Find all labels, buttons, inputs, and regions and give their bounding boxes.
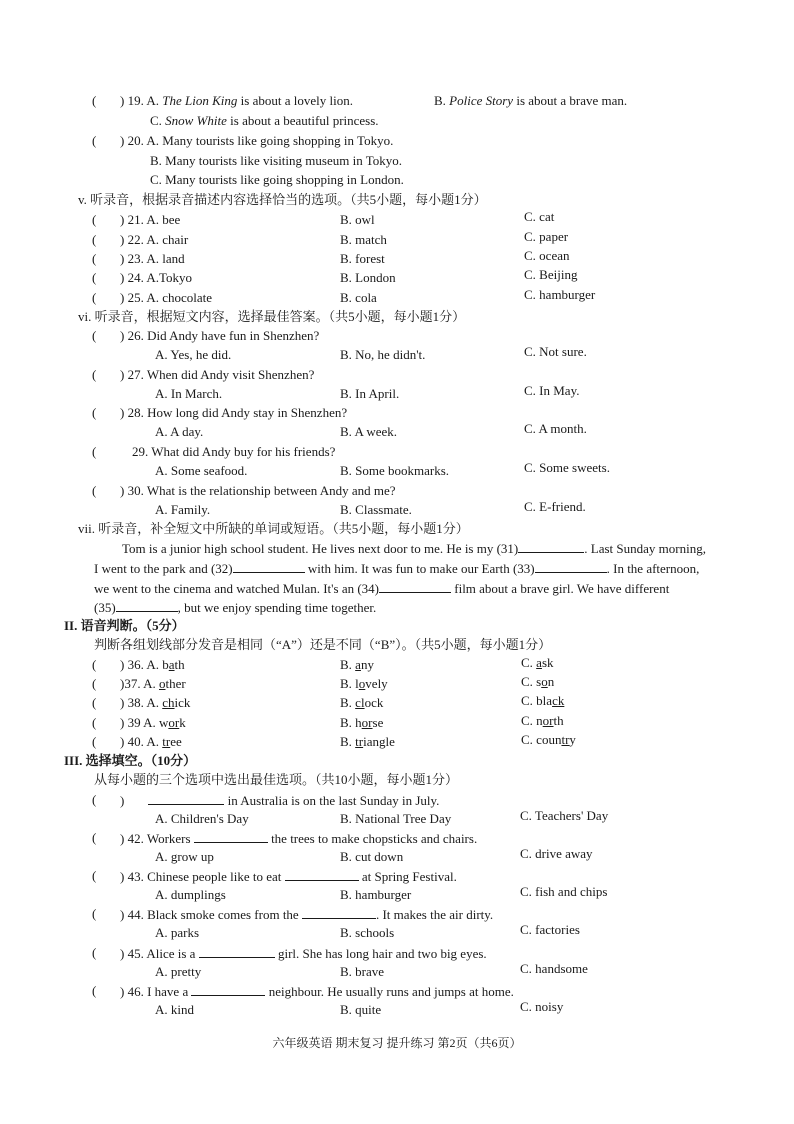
option-c: C. Beijing <box>524 267 578 282</box>
option-b: B. Police Story is about a brave man. <box>434 93 628 108</box>
option-b: B. Some bookmarks. <box>340 463 450 478</box>
blank-33[interactable] <box>535 560 607 573</box>
option-c: C. fish and chips <box>520 884 608 899</box>
answer-paren[interactable]: ( <box>92 945 97 960</box>
option-a: ) 21. A. bee <box>120 212 181 227</box>
option-a: ) 25. A. chocolate <box>120 290 213 305</box>
option-b: B. forest <box>340 251 385 266</box>
option-c: C. son <box>521 674 555 689</box>
option-b: B. clock <box>340 695 384 710</box>
question-text: ) 27. When did Andy visit Shenzhen? <box>120 367 315 382</box>
option-b: B. cola <box>340 290 377 305</box>
option-c: C. cat <box>524 209 555 224</box>
question-text: ) 46. I have a neighbour. He usually runs and jumps at home. <box>120 984 514 999</box>
page-footer: 六年级英语 期末复习 提升练习 第2页（共6页） <box>272 1036 522 1050</box>
answer-blank[interactable] <box>285 868 359 881</box>
option-c: C. noisy <box>520 999 564 1014</box>
option-b: B. triangle <box>340 734 395 749</box>
option-c: C. factories <box>520 922 580 937</box>
option-b: B. No, he didn't. <box>340 347 426 362</box>
option-b: B. In April. <box>340 386 400 401</box>
option-a: A. grow up <box>155 849 214 864</box>
option-c: C. ask <box>521 655 554 670</box>
option-b: B. National Tree Day <box>340 811 452 826</box>
option-b: B. Many tourists like visiting museum in Tokyo. <box>150 153 402 168</box>
option-a: A. dumplings <box>155 887 226 902</box>
answer-paren[interactable]: ( <box>92 830 97 845</box>
option-a: A. kind <box>155 1002 194 1017</box>
option-a: ) 40. A. tree <box>120 734 182 749</box>
blank-34[interactable] <box>379 580 451 593</box>
option-b: B. any <box>340 657 374 672</box>
question-text: ) 28. How long did Andy stay in Shenzhen? <box>120 405 348 420</box>
answer-paren[interactable]: ( <box>92 444 97 459</box>
option-b: B. cut down <box>340 849 404 864</box>
blank-32[interactable] <box>233 560 305 573</box>
option-b: B. owl <box>340 212 375 227</box>
section-heading: vii. 听录音，补全短文中所缺的单词或短语。（共5小题，每小题1分） <box>78 521 469 536</box>
option-a: ) 22. A. chair <box>120 232 189 247</box>
question-text: ) 26. Did Andy have fun in Shenzhen? <box>120 328 320 343</box>
answer-paren[interactable]: ( <box>92 367 97 382</box>
option-b: B. lovely <box>340 676 388 691</box>
answer-paren[interactable]: ( <box>92 657 97 672</box>
option-a: A. Family. <box>155 502 211 517</box>
passage-line: I went to the park and (32) with him. It was fun to make our Earth (33) . In the afternoon, <box>94 561 700 576</box>
option-a: A. pretty <box>155 964 202 979</box>
option-c: C. black <box>521 693 565 708</box>
answer-paren[interactable]: ( <box>92 251 97 266</box>
option-c: C. Some sweets. <box>524 460 610 475</box>
option-c: C. Many tourists like going shopping in London. <box>150 172 404 187</box>
question-text: ) 43. Chinese people like to eat at Spring Festival. <box>120 869 457 884</box>
option-a: A. parks <box>155 925 200 940</box>
answer-blank[interactable] <box>302 906 376 919</box>
answer-paren[interactable]: ( <box>92 93 97 108</box>
answer-paren[interactable]: ( <box>92 906 97 921</box>
option-c: C. Teachers' Day <box>520 808 609 823</box>
option-c: C. country <box>521 732 576 747</box>
section-instructions: 判断各组划线部分发音是相同（“A”）还是不同（“B”）。（共5小题，每小题1分） <box>94 637 552 652</box>
question-20: ) 20. A. Many tourists like going shopping in Tokyo. <box>120 133 394 148</box>
option-b: B. schools <box>340 925 395 940</box>
option-c: C. Not sure. <box>524 344 587 359</box>
option-b: B. Classmate. <box>340 502 412 517</box>
question-text: ) in Australia is on the last Sunday in July. <box>120 793 440 808</box>
option-a: A. Children's Day <box>155 811 249 826</box>
option-c: C. E-friend. <box>524 499 586 514</box>
section-heading: v. 听录音，根据录音描述内容选择恰当的选项。（共5小题，每小题1分） <box>78 192 487 207</box>
answer-paren[interactable]: ( <box>92 405 97 420</box>
option-a: ) 38. A. chick <box>120 695 191 710</box>
option-a: A. A day. <box>155 424 204 439</box>
passage-line: (35) , but we enjoy spending time together. <box>94 600 377 615</box>
option-c: C. A month. <box>524 421 587 436</box>
section-title: III. 选择填空。（10分） <box>64 753 197 768</box>
option-b: B. brave <box>340 964 385 979</box>
question-text: 29. What did Andy buy for his friends? <box>132 444 336 459</box>
question-text: ) 30. What is the relationship between Andy and me? <box>120 483 396 498</box>
option-c: C. Snow White is about a beautiful princess. <box>150 113 379 128</box>
option-c: C. hamburger <box>524 287 596 302</box>
passage-line: we went to the cinema and watched Mulan. It's an (34) film about a brave girl. We have different <box>94 581 670 596</box>
option-a: ) 23. A. land <box>120 251 185 266</box>
option-a: A. Yes, he did. <box>155 347 232 362</box>
question-text: ) 45. Alice is a girl. She has long hair and two big eyes. <box>120 946 487 961</box>
question-text: ) 44. Black smoke comes from the . It makes the air dirty. <box>120 907 494 922</box>
option-b: B. hamburger <box>340 887 412 902</box>
option-a: ) 36. A. bath <box>120 657 185 672</box>
option-a: ) 39 A. work <box>120 715 186 730</box>
answer-paren[interactable]: ( <box>92 792 97 807</box>
option-a: A. Some seafood. <box>155 463 248 478</box>
answer-paren[interactable]: ( <box>92 695 97 710</box>
option-a: ) 24. A.Tokyo <box>120 270 193 285</box>
answer-paren[interactable]: ( <box>92 212 97 227</box>
option-c: C. drive away <box>520 846 593 861</box>
answer-paren[interactable]: ( <box>92 676 97 691</box>
option-b: B. match <box>340 232 387 247</box>
answer-paren[interactable]: ( <box>92 133 97 148</box>
option-b: B. quite <box>340 1002 382 1017</box>
answer-paren[interactable]: ( <box>92 483 97 498</box>
section-instructions: 从每小题的三个选项中选出最佳选项。（共10小题，每小题1分） <box>94 772 459 787</box>
answer-paren[interactable]: ( <box>92 232 97 247</box>
blank-35[interactable] <box>116 599 178 612</box>
option-c: C. ocean <box>524 248 570 263</box>
answer-paren[interactable]: ( <box>92 734 97 749</box>
option-b: B. horse <box>340 715 384 730</box>
option-b: B. London <box>340 270 396 285</box>
answer-paren[interactable]: ( <box>92 983 97 998</box>
option-c: C. In May. <box>524 383 580 398</box>
answer-paren[interactable]: ( <box>92 328 97 343</box>
blank-31[interactable] <box>518 540 584 553</box>
option-a: A. In March. <box>155 386 223 401</box>
section-title: II. 语音判断。（5分） <box>64 618 185 633</box>
option-a: )37. A. other <box>120 676 186 691</box>
answer-paren[interactable]: ( <box>92 868 97 883</box>
answer-paren[interactable]: ( <box>92 715 97 730</box>
answer-blank[interactable] <box>194 830 268 843</box>
question-19: ) 19. A. The Lion King is about a lovely lion. <box>120 93 353 108</box>
option-c: C. north <box>521 713 564 728</box>
option-b: B. A week. <box>340 424 398 439</box>
answer-blank[interactable] <box>148 792 224 805</box>
passage-line: Tom is a junior high school student. He lives next door to me. He is my (31) . Last Sunday morning, <box>122 541 706 556</box>
section-heading: vi. 听录音，根据短文内容，选择最佳答案。（共5小题，每小题1分） <box>78 309 466 324</box>
question-text: ) 42. Workers the trees to make chopsticks and chairs. <box>120 831 478 846</box>
option-c: C. handsome <box>520 961 588 976</box>
answer-blank[interactable] <box>199 945 275 958</box>
option-c: C. paper <box>524 229 569 244</box>
answer-blank[interactable] <box>191 983 265 996</box>
answer-paren[interactable]: ( <box>92 290 97 305</box>
answer-paren[interactable]: ( <box>92 270 97 285</box>
